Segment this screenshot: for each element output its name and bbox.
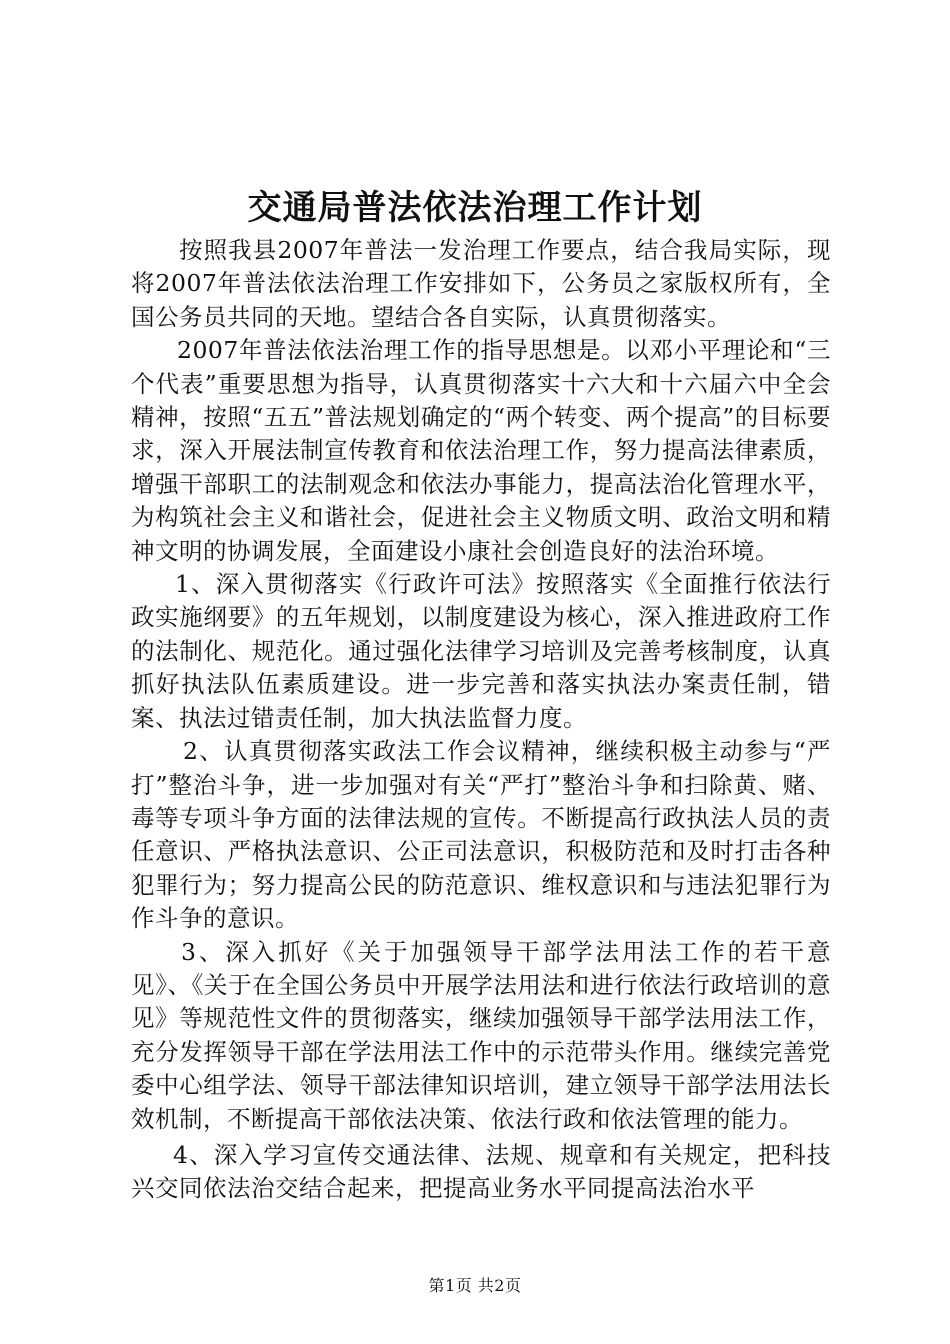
document-body (131, 234, 831, 1206)
paragraph-guiding-thought: 2007年普法依法治理工作的指导思想是。以邓小平理论和“三个代表”重要思想为指导，认真贯彻落实十六大和十六届六中全会精神，按照“五五”普法规划确定的“两个转变、两个提高”的目标要求，深入开展法制宣传教育和依法治理工作，努力提高法律素质，增强干部职工的法制观念和依法办事能力，提高法治化管理水平，为构筑社会主义和谐社会，促进社会主义物质文明、政治文明和精神文明的协调发展，全面建设小康社会创造良好的法治环境。 (131, 336, 831, 565)
paragraph-item-4: 4、深入学习宣传交通法律、法规、规章和有关规定，把科技兴交同依法治交结合起来，把提高业务水平同提高法治水平 (131, 1140, 831, 1203)
paragraph-intro: 按照我县2007年普法一发治理工作要点，结合我局实际，现将2007年普法依法治理工作安排如下，公务员之家版权所有，全国公务员共同的天地。望结合各自实际，认真贯彻落实。 (131, 236, 831, 331)
paragraph-item-1: 1、深入贯彻落实《行政许可法》按照落实《全面推行依法行政实施纲要》的五年规划，以制度建设为核心，深入推进政府工作的法制化、规范化。通过强化法律学习培训及完善考核制度，认真抓好执法队伍素质建设。进一步完善和落实执法办案责任制，错案、执法过错责任制，加大执法监督力度。 (131, 570, 831, 732)
page-number-footer: 第1页 共2页 (428, 1276, 522, 1295)
document-title: 交通局普法依法治理工作计划 (247, 188, 703, 228)
paragraph-item-3: 3、深入抓好《关于加强领导干部学法用法工作的若干意见》、《关于在全国公务员中开展学法用法和进行依法行政培训的意见》等规范性文件的贯彻落实，继续加强领导干部学法用法工作，充分发挥领导干部在学法用法工作中的示范带头作用。继续完善党委中心组学法、领导干部法律知识培训，建立领导干部学法用法长效机制，不断提高干部依法决策、依法行政和依法管理的能力。 (131, 937, 831, 1133)
paragraph-item-2: 2、认真贯彻落实政法工作会议精神，继续积极主动参与“严打”整治斗争，进一步加强对有关“严打”整治斗争和扫除黄、赌、毒等专项斗争方面的法律法规的宣传。不断提高行政执法人员的责任意识、严格执法意识、公正司法意识，积极防范和及时打击各种犯罪行为；努力提高公民的防范意识、维权意识和与违法犯罪行为作斗争的意识。 (131, 737, 831, 933)
